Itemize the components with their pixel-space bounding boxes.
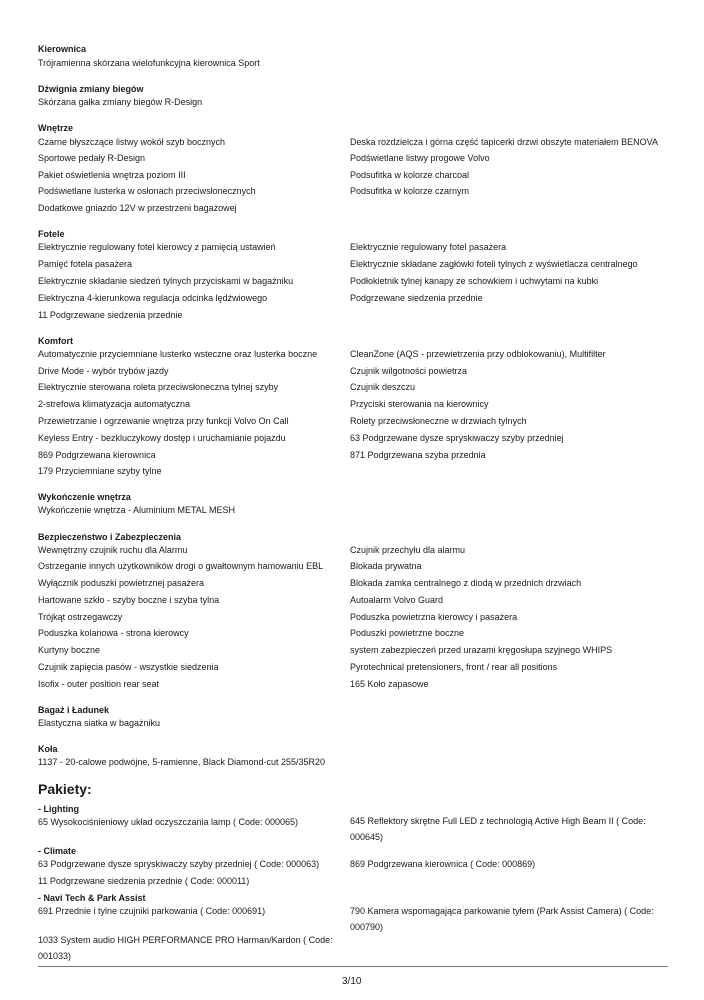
list-item: 871 Podgrzewana szyba przednia — [350, 450, 486, 460]
list-item: Podświetlane lusterka w osłonach przeciwsłonecznych — [38, 186, 256, 196]
list-item: Kurtyny boczne — [38, 645, 101, 655]
list-item: Podsufitka w kolorze czarnym — [350, 186, 470, 196]
list-item: Czujnik deszczu — [350, 382, 416, 392]
section-line-dzwignia: Skórzana gałka zmiany biegów R-Design — [38, 97, 203, 107]
package-title-lighting: - Lighting — [38, 804, 79, 814]
section-title-kola: Koła — [38, 744, 58, 754]
list-item: Automatycznie przyciemniane lusterko wsteczne oraz lusterka boczne — [38, 349, 318, 359]
list-item: Elektrycznie składanie siedzeń tylnych przyciskami w bagażniku — [38, 276, 294, 286]
package-item: 11 Podgrzewane siedzenia przednie ( Code: 000011) — [38, 876, 250, 886]
list-item: 63 Podgrzewane dysze spryskiwaczy szyby przedniej — [350, 433, 564, 443]
list-item: Blokada zamka centralnego z diodą w przednich drzwiach — [350, 578, 582, 588]
list-item: Keyless Entry - bezkluczykowy dostęp i uruchamianie pojazdu — [38, 433, 286, 443]
list-item: Pamięć fotela pasażera — [38, 259, 133, 269]
list-item: Rolety przeciwsłoneczne w drzwiach tylnych — [350, 416, 527, 426]
package-item: 1033 System audio HIGH PERFORMANCE PRO Harman/Kardon ( Code: 001033) — [38, 935, 333, 961]
section-title-kierownica: Kierownica — [38, 44, 87, 54]
list-item: Wewnętrzny czujnik ruchu dla Alarmu — [38, 545, 188, 555]
section-line-kierownica: Trójramienna skórzana wielofunkcyjna kierownica Sport — [38, 58, 260, 68]
list-item: 179 Przyciemniane szyby tylne — [38, 466, 162, 476]
list-item: Hartowane szkło - szyby boczne i szyba tylna — [38, 595, 220, 605]
section-title-dzwignia: Dźwignia zmiany biegów — [38, 84, 144, 94]
list-item: Podświetlane listwy progowe Volvo — [350, 153, 490, 163]
list-item: Drive Mode - wybór trybów jazdy — [38, 366, 169, 376]
list-item: Czujnik zapięcia pasów - wszystkie siedzenia — [38, 662, 219, 672]
list-item: Pyrotechnical pretensioners, front / rear all positions — [350, 662, 558, 672]
package-item: 63 Podgrzewane dysze spryskiwaczy szyby przedniej ( Code: 000063) — [38, 859, 320, 869]
list-item: Poduszka powietrzna kierowcy i pasażera — [350, 612, 518, 622]
list-item: 11 Podgrzewane siedzenia przednie — [38, 310, 183, 320]
list-item: Ostrzeganie innych użytkowników drogi o gwałtownym hamowaniu EBL — [38, 561, 324, 571]
section-title-fotele: Fotele — [38, 229, 65, 239]
list-item: system zabezpieczeń przed urazami kręgosłupa szyjnego WHIPS — [350, 645, 613, 655]
list-item: CleanZone (AQS - przewietrzenia przy odblokowaniu), Multifilter — [350, 349, 606, 359]
list-item: Pakiet oświetlenia wnętrza poziom III — [38, 170, 186, 180]
list-item: Podgrzewane siedzenia przednie — [350, 293, 483, 303]
list-item: Przyciski sterowania na kierownicy — [350, 399, 489, 409]
list-item: Elektrycznie składane zagłówki foteli tylnych z wyświetlacza centralnego — [350, 259, 638, 269]
list-item: Podsufitka w kolorze charcoal — [350, 170, 470, 180]
list-item: 869 Podgrzewana kierownica — [38, 450, 156, 460]
package-item: 790 Kamera wspomagająca parkowanie tyłem (Park Assist Camera) ( Code: 000790) — [350, 906, 654, 932]
page-number: 3/10 — [342, 976, 362, 987]
list-item: Trójkąt ostrzegawczy — [38, 612, 123, 622]
list-item: Blokada prywatna — [350, 561, 422, 571]
list-item: Deska rozdzielcza i górna część tapicerki drzwi obszyte materiałem BENOVA — [350, 137, 658, 147]
pakiety-title: Pakiety: — [38, 781, 92, 797]
package-title-navi: - Navi Tech & Park Assist — [38, 893, 146, 903]
list-item: 165 Koło zapasowe — [350, 679, 429, 689]
footer-divider — [38, 966, 668, 967]
package-item: 691 Przednie i tylne czujniki parkowania ( Code: 000691) — [38, 906, 266, 916]
section-line-bagaz: Elastyczna siatka w bagażniku — [38, 718, 161, 728]
list-item: Czarne błyszczące listwy wokół szyb bocznych — [38, 137, 226, 147]
package-item: 645 Reflektory skrętne Full LED z technologią Active High Beam II ( Code: 000645) — [350, 816, 646, 842]
list-item: Wyłącznik poduszki powietrznej pasażera — [38, 578, 204, 588]
list-item: Poduszka kolanowa - strona kierowcy — [38, 628, 189, 638]
list-item: Przewietrzanie i ogrzewanie wnętrza przy funkcji Volvo On Call — [38, 416, 289, 426]
section-title-komfort: Komfort — [38, 336, 73, 346]
section-line-wykonczenie: Wykończenie wnętrza - Aluminium METAL MESH — [38, 505, 235, 515]
section-title-wykonczenie: Wykończenie wnętrza — [38, 492, 131, 502]
list-item: Sportowe pedały R-Design — [38, 153, 146, 163]
package-item: 65 Wysokociśnieniowy układ oczyszczania lamp ( Code: 000065) — [38, 817, 299, 827]
list-item: 2-strefowa klimatyzacja automatyczna — [38, 399, 191, 409]
package-title-climate: - Climate — [38, 846, 77, 856]
list-item: Czujnik wilgotności powietrza — [350, 366, 468, 376]
list-item: Elektrycznie regulowany fotel pasażera — [350, 242, 507, 252]
list-item: Elektrycznie sterowana roleta przeciwsłoneczna tylnej szyby — [38, 382, 279, 392]
list-item: Dodatkowe gniazdo 12V w przestrzeni bagażowej — [38, 203, 237, 213]
list-item: Podłokietnik tylnej kanapy ze schowkiem i uchwytami na kubki — [350, 276, 599, 286]
section-title-bezpieczenstwo: Bezpieczeństwo i Zabezpieczenia — [38, 532, 182, 542]
list-item: Czujnik przechyłu dla alarmu — [350, 545, 466, 555]
section-title-bagaz: Bagaż i Ładunek — [38, 705, 110, 715]
section-title-wnetrze: Wnętrze — [38, 123, 74, 133]
package-item: 869 Podgrzewana kierownica ( Code: 000869) — [350, 859, 536, 869]
list-item: Isofix - outer position rear seat — [38, 679, 160, 689]
list-item: Autoalarm Volvo Guard — [350, 595, 444, 605]
section-line-kola: 1137 - 20-calowe podwójne, 5-ramienne, Black Diamond-cut 255/35R20 — [38, 757, 325, 767]
list-item: Poduszki powietrzne boczne — [350, 628, 465, 638]
list-item: Elektryczna 4-kierunkowa regulacja odcinka lędźwiowego — [38, 293, 268, 303]
list-item: Elektrycznie regulowany fotel kierowcy z pamięcią ustawień — [38, 242, 276, 252]
